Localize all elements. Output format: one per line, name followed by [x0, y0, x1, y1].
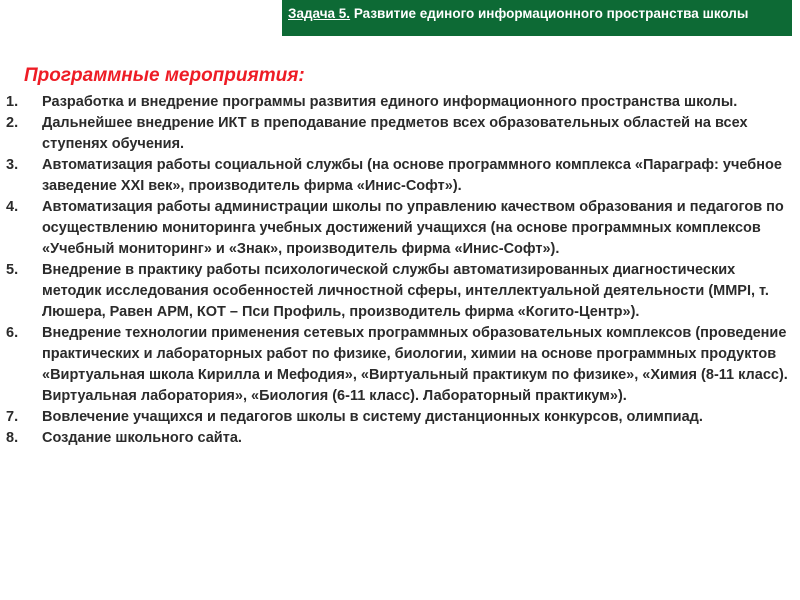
- item-text: Автоматизация работы администрации школы по управлению качеством образования и педагогов по осуществлению мониторинга учебных достижений учащихся (на основе программных комплексов «Учебный мониторинг» и «Знак», производитель фирма «Инис-Софт»).: [42, 199, 784, 257]
- task-number: Задача 5.: [288, 6, 351, 21]
- item-text: Внедрение технологии применения сетевых программных образовательных комплексов (проведение практических и лабораторных работ по физике, биологии, химии на основе программных продуктов «Виртуальная школа Кирилла и Мефодия», «Виртуальный практикум по физике», «Химия (8-11 класс). Виртуальная лаборатория», «Биология (6-11 класс). Лабораторный практикум»).: [42, 325, 788, 404]
- list-item: [0, 155, 790, 197]
- list-item: [0, 428, 790, 449]
- item-number: 7.: [6, 409, 19, 425]
- item-number: 2.: [6, 115, 19, 131]
- item-text: Автоматизация работы социальной службы (на основе программного комплекса «Параграф: учебное заведение XXI век», производитель фирма «Инис-Софт»).: [42, 157, 782, 194]
- section-title: Программные мероприятия:: [24, 65, 305, 86]
- item-text: Создание школьного сайта.: [42, 430, 242, 446]
- list-item: [0, 197, 790, 260]
- list-item: [0, 323, 790, 407]
- header-title: [282, 0, 792, 22]
- list-item: [0, 407, 790, 428]
- item-text: Дальнейшее внедрение ИКТ в преподавание предметов всех образовательных областей на всех ступенях обучения.: [42, 115, 748, 152]
- item-text: Разработка и внедрение программы развития единого информационного пространства школы.: [42, 94, 738, 110]
- task-title: Развитие единого информационного пространства школы: [350, 6, 749, 21]
- item-number: 8.: [6, 430, 19, 446]
- item-text: Вовлечение учащихся и педагогов школы в систему дистанционных конкурсов, олимпиад.: [42, 409, 703, 425]
- item-number: 1.: [6, 94, 19, 110]
- list-item: [0, 113, 790, 155]
- header-banner: [282, 0, 792, 36]
- item-number: 6.: [6, 325, 19, 341]
- list-item: [0, 260, 790, 323]
- item-number: 4.: [6, 199, 19, 215]
- list-item: [0, 92, 790, 113]
- item-number: 3.: [6, 157, 19, 173]
- item-text: Внедрение в практику работы психологической службы автоматизированных диагностических методик исследования особенностей личностной сферы, интеллектуальной деятельности (MMPI, т. Люшера, Равен АРМ, КОТ – Пси Профиль, производитель фирма «Когито-Центр»).: [42, 262, 769, 320]
- program-activities-list: [0, 92, 790, 449]
- item-number: 5.: [6, 262, 19, 278]
